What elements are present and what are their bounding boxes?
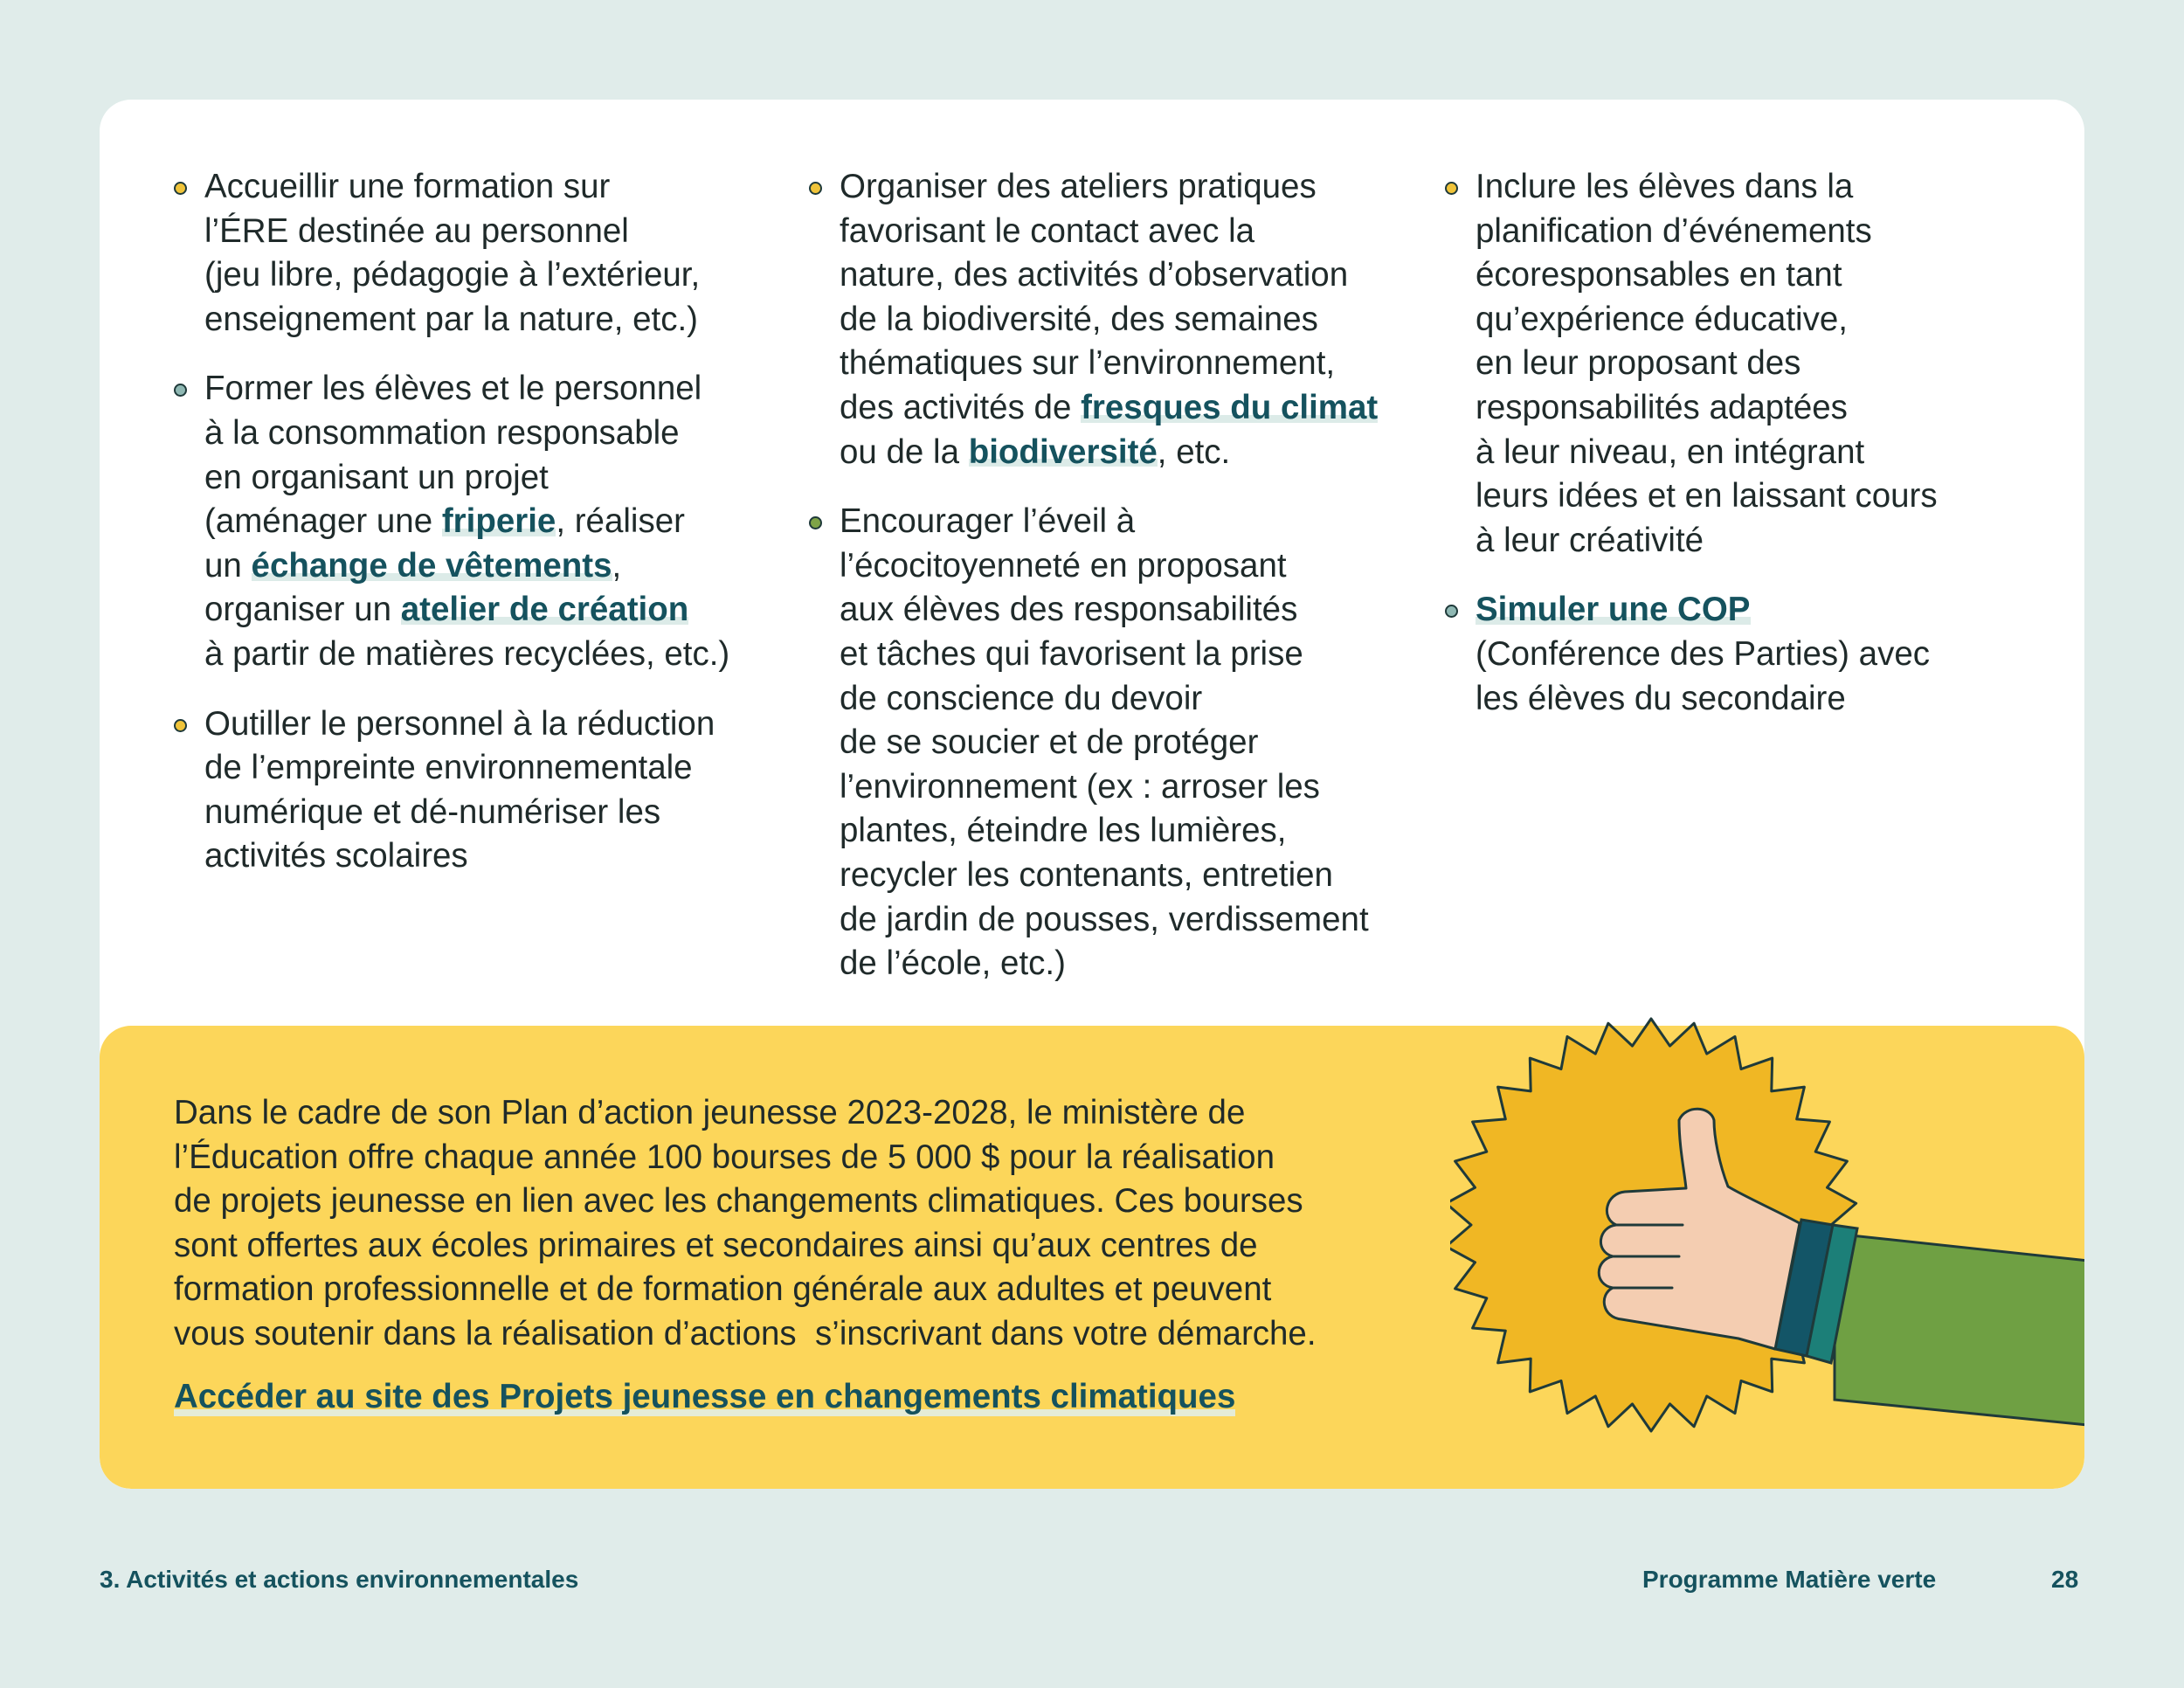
bullet-text: des activités de: [840, 388, 1082, 426]
keyword-link[interactable]: friperie: [441, 502, 556, 541]
bullet-text: responsabilités adaptées: [1476, 388, 1848, 426]
bullet-list: [1445, 165, 2022, 721]
bullet-text: (aménager une: [204, 502, 442, 541]
bullet-text: Inclure les élèves dans la: [1476, 168, 1854, 205]
banner-text-line: de projets jeunesse en lien avec les changements climatiques. Ces bourses: [174, 1182, 1303, 1221]
bullet-item: [1445, 165, 2022, 563]
bullet-text: l’environnement (ex : arroser les: [840, 767, 1320, 806]
sleeve: [1835, 1234, 2084, 1426]
bullet-text: qu’expérience éducative,: [1476, 300, 1848, 338]
bullet-item: [174, 702, 750, 879]
bullet-text: organiser un: [204, 591, 401, 629]
bullet-text: en organisant un projet: [204, 458, 549, 496]
bullet-text: de se soucier et de protéger: [840, 723, 1259, 762]
bullet-text: numérique et dé-numériser les: [204, 792, 661, 831]
grant-info-paragraph: [174, 1091, 1441, 1357]
bullet-column-1: [174, 165, 750, 904]
bullet-text: à leur créativité: [1476, 521, 1704, 559]
bullet-text: à la consommation responsable: [204, 413, 680, 452]
banner-text-line: Dans le cadre de son Plan d’action jeunesse 2023-2028, le ministère de: [174, 1094, 1246, 1131]
bullet-text: à leur niveau, en intégrant: [1476, 432, 1865, 471]
bullet-text: Outiller le personnel à la réduction: [204, 704, 715, 743]
keyword-link[interactable]: fresques du climat: [1081, 388, 1379, 426]
bullet-list: [174, 165, 750, 879]
bullet-item: [174, 367, 750, 676]
bullet-text: aux élèves des responsabilités: [840, 591, 1298, 629]
bullet-dot-icon: [174, 384, 187, 397]
bullet-text: activités scolaires: [204, 837, 468, 875]
bullet-dot-icon: [809, 516, 822, 529]
bullet-text: à partir de matières recyclées, etc.): [204, 634, 730, 673]
bullet-text: Former les élèves et le personnel: [204, 370, 702, 408]
bullet-item: [174, 165, 750, 342]
bullet-text: de conscience du devoir: [840, 679, 1203, 717]
bullet-dot-icon: [174, 182, 187, 195]
banner-text-line: sont offertes aux écoles primaires et secondaires ainsi qu’aux centres de: [174, 1226, 1258, 1264]
bullet-text: plantes, éteindre les lumières,: [840, 812, 1287, 850]
bullet-dot-icon: [809, 182, 822, 195]
bullet-text: leurs idées et en laissant cours: [1476, 477, 1938, 515]
banner-text-line: l’Éducation offre chaque année 100 bourses de 5 000 $ pour la réalisation: [174, 1138, 1275, 1176]
bullet-text: Accueillir une formation sur: [204, 168, 611, 205]
keyword-link[interactable]: biodiversité: [968, 432, 1158, 471]
bullet-text: ,: [612, 546, 622, 585]
bullet-text: ou de la: [840, 432, 969, 471]
bullet-text: l’ÉRE destinée au personnel: [204, 211, 629, 250]
footer-section-title: 3. Activités et actions environnementales: [100, 1566, 579, 1593]
bullet-text: un: [204, 546, 252, 585]
banner-text-line: formation professionnelle et de formation générale aux adultes et peuvent: [174, 1270, 1272, 1309]
bullet-text: de l’école, etc.): [840, 944, 1066, 983]
bullet-text: Encourager l’éveil à: [840, 502, 1136, 541]
keyword-link[interactable]: atelier de création: [400, 591, 689, 629]
bullet-dot-icon: [1445, 182, 1458, 195]
bullet-text: , réaliser: [556, 502, 685, 541]
bullet-text: de la biodiversité, des semaines: [840, 300, 1318, 338]
keyword-link[interactable]: Simuler une COP: [1476, 591, 1751, 629]
bullet-text: écoresponsables en tant: [1476, 256, 1842, 294]
bullet-text: en leur proposant des: [1476, 344, 1801, 383]
bullet-item: [809, 165, 1386, 474]
bullet-text: l’écocitoyenneté en proposant: [840, 546, 1287, 585]
thumbs-up-seal-icon: [1450, 989, 2084, 1450]
banner-text-line: vous soutenir dans la réalisation d’actions s’inscrivant dans votre démarche.: [174, 1314, 1317, 1352]
bullet-text: (jeu libre, pédagogie à l’extérieur,: [204, 256, 701, 294]
bullet-text: enseignement par la nature, etc.): [204, 300, 698, 338]
youth-climate-projects-link[interactable]: Accéder au site des Projets jeunesse en changements climatiques: [174, 1375, 1235, 1420]
bullet-item: [1445, 588, 2022, 721]
bullet-text: favorisant le contact avec la: [840, 211, 1255, 250]
bullet-text: nature, des activités d’observation: [840, 256, 1349, 294]
bullet-item: [809, 500, 1386, 986]
bullet-column-3: [1445, 165, 2022, 746]
bullet-text: de jardin de pousses, verdissement: [840, 900, 1369, 938]
bullet-text: recycler les contenants, entretien: [840, 855, 1333, 894]
bullet-list: [809, 165, 1386, 986]
bullet-column-2: [809, 165, 1386, 1012]
bullet-text: , etc.: [1157, 432, 1231, 471]
bullet-text: de l’empreinte environnementale: [204, 749, 693, 787]
page-number: 28: [2051, 1566, 2079, 1593]
footer-program-name: Programme Matière verte: [1642, 1566, 1937, 1593]
bullet-text: (Conférence des Parties) avec: [1476, 634, 1930, 673]
bullet-text: thématiques sur l’environnement,: [840, 344, 1336, 383]
bullet-text: les élèves du secondaire: [1476, 679, 1846, 717]
bullet-text: planification d’événements: [1476, 211, 1872, 250]
keyword-link[interactable]: échange de vêtements: [251, 546, 612, 585]
bullet-text: et tâches qui favorisent la prise: [840, 634, 1303, 673]
bullet-text: Organiser des ateliers pratiques: [840, 168, 1317, 205]
bullet-dot-icon: [174, 719, 187, 732]
bullet-dot-icon: [1445, 605, 1458, 618]
